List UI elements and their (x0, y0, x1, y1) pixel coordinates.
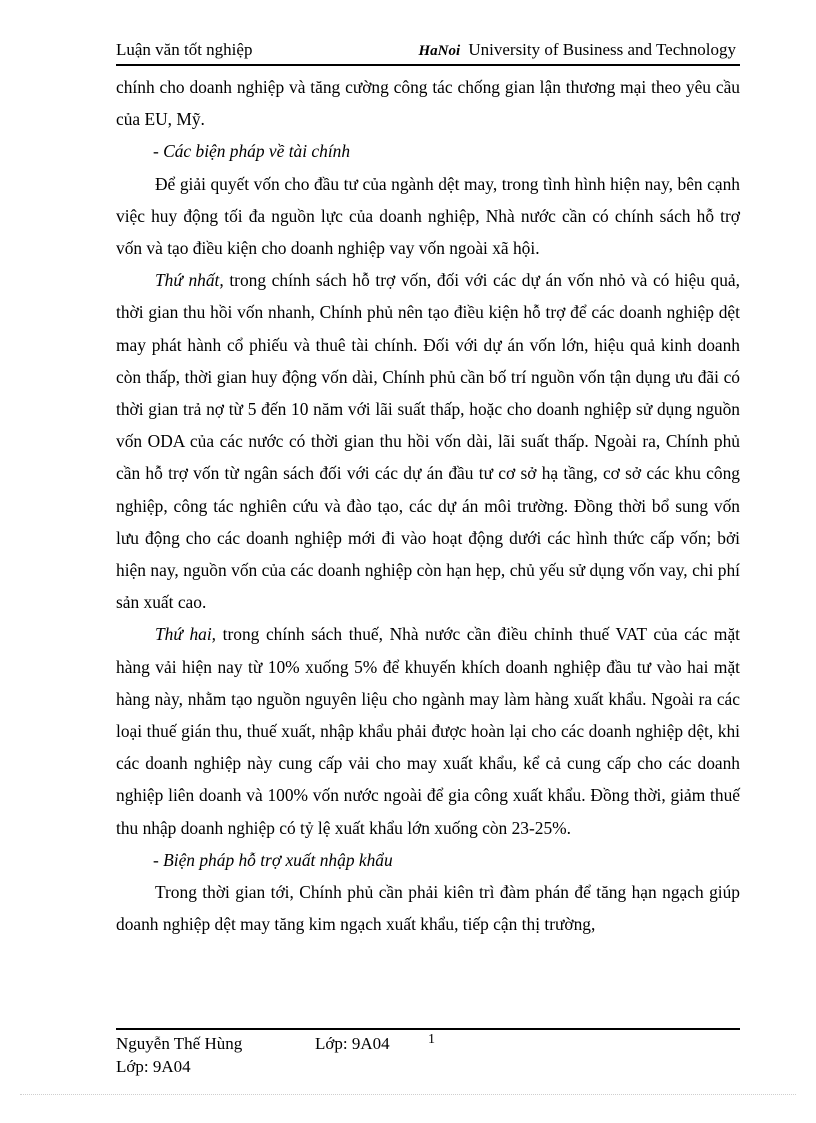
section-heading-export: - Biện pháp hỗ trợ xuất nhập khẩu (153, 849, 393, 870)
footer-class-secondary: Lớp: 9A04 (116, 1057, 191, 1076)
page-header (116, 38, 740, 66)
footer-author: Nguyễn Thế Hùng (116, 1034, 243, 1053)
paragraph-3 (116, 264, 740, 618)
footer-rule (116, 1028, 740, 1030)
page-number: 1 (428, 1032, 435, 1047)
paragraph-4-lead: Thứ hai, (155, 624, 217, 645)
page-body (116, 71, 740, 940)
section-heading-finance: - Các biện pháp về tài chính (153, 141, 351, 162)
paragraph-1: chính cho doanh nghiệp và tăng cường công tác chống gian lận thương mại theo yêu cầu của EU, Mỹ. (116, 77, 740, 130)
paragraph-3-lead: Thứ nhất, (155, 270, 224, 291)
footer-class: Lớp: 9A04 (315, 1034, 390, 1053)
page-bottom-border (20, 1094, 796, 1095)
header-thesis-label: Luận văn tốt nghiệp (116, 40, 253, 59)
paragraph-3-text: trong chính sách hỗ trợ vốn, đối với các dự án vốn nhỏ và có hiệu quả, thời gian thu hồi vốn nhanh, Chính phủ nên tạo điều kiện hỗ trợ để các doanh nghiệp dệt may phát hành cổ phiếu và thuê tài chính. Đối với dự án vốn lớn, hiệu quả kinh doanh còn thấp, thời gian huy động vốn dài, Chính phủ cần bố trí nguồn vốn tận dụng ưu đãi có thời gian trả nợ từ 5 đến 10 năm với lãi suất thấp, hoặc cho doanh nghiệp sử dụng nguồn vốn ODA của các nước có thời gian thu hồi vốn dài, lãi suất thấp. Ngoài ra, Chính phủ cần hỗ trợ vốn từ ngân sách đối với các dự án đầu tư cơ sở hạ tầng, cơ sở các khu công nghiệp, công tác nghiên cứu và đào tạo, các dự án môi trường. Đồng thời bổ sung vốn lưu động cho các doanh nghiệp mới đi vào hoạt động dưới các hình thức cấp vốn; bởi hiện nay, nguồn vốn của các doanh nghiệp còn hạn hẹp, chủ yếu sử dụng vốn vay, chi phí sản xuất cao. (116, 270, 740, 613)
header-script-logo: HaNoi (418, 43, 461, 59)
paragraph-4 (116, 618, 740, 843)
paragraph-2: Để giải quyết vốn cho đầu tư của ngành dệt may, trong tình hình hiện nay, bên cạnh việc huy động tối đa nguồn lực của doanh nghiệp, Nhà nước cần có chính sách hỗ trợ vốn và tạo điều kiện cho doanh nghiệp vay vốn ngoài xã hội. (116, 173, 740, 259)
header-university-name: University of Business and Technology (468, 40, 736, 59)
paragraph-5: Trong thời gian tới, Chính phủ cần phải kiên trì đàm phán để tăng hạn ngạch giúp doanh nghiệp dệt may tăng kim ngạch xuất khẩu, tiếp cận thị trường, (116, 882, 740, 935)
header-university (418, 40, 736, 60)
paragraph-4-text: trong chính sách thuế, Nhà nước cần điều chỉnh thuế VAT của các mặt hàng vải hiện nay từ 10% xuống 5% để khuyến khích doanh nghiệp đầu tư vào hai mặt hàng này, nhằm tạo nguồn nguyên liệu cho ngành may làm hàng xuất khẩu. Ngoài ra các loại thuế gián thu, thuế xuất, nhập khẩu phải được hoàn lại cho các doanh nghiệp dệt, khi các doanh nghiệp này cung cấp vải cho may xuất khẩu, kể cả cung cấp cho các doanh nghiệp liên doanh và 100% vốn nước ngoài để gia công xuất khẩu. Đồng thời, giảm thuế thu nhập doanh nghiệp có tỷ lệ xuất khẩu lớn xuống còn 23-25%. (116, 624, 740, 838)
